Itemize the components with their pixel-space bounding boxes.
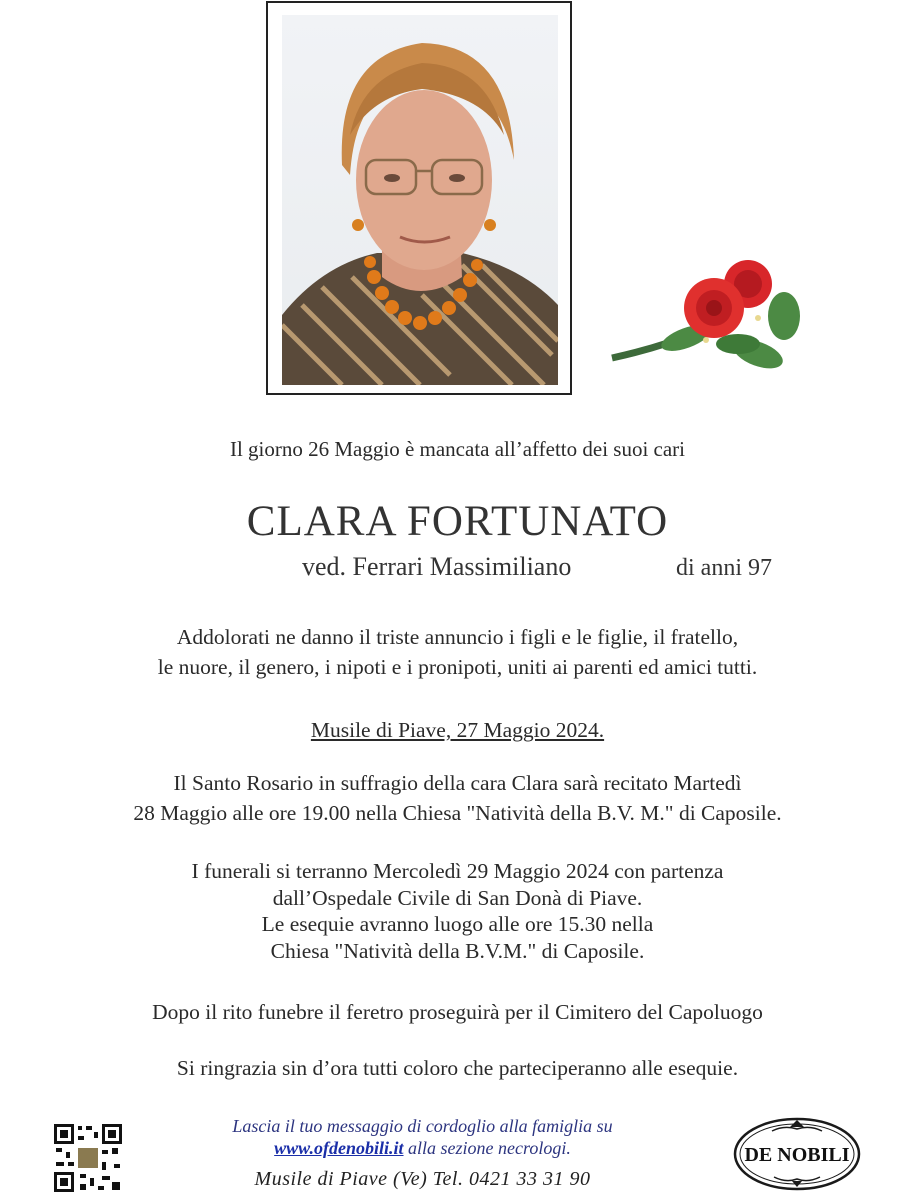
website-suffix: alla sezione necrologi. [403,1138,571,1158]
age: di anni 97 [676,555,772,581]
website-link[interactable]: www.ofdenobili.it [274,1138,404,1158]
rosary-line: 28 Maggio alle ore 19.00 nella Chiesa "Natività della B.V. M." di Caposile. [133,801,782,825]
de-nobili-logo [732,1115,862,1193]
rosary-line: Il Santo Rosario in suffragio della cara Clara sarà recitato Martedì [173,771,742,795]
contact-info: Musile di Piave (Ve) Tel. 0421 33 31 90 [254,1168,591,1190]
death-announcement-intro: Il giorno 26 Maggio è mancata all’affetto dei suoi cari [229,437,686,461]
website-line [180,1138,665,1159]
after-rite-text: Dopo il rito funebre il feretro proseguirà per il Cimitero del Capoluogo [152,1000,763,1024]
funeral-line: Chiesa "Natività della B.V.M." di Caposile. [270,938,645,963]
rosary-text [0,768,915,828]
funeral-line: Le esequie avranno luogo alle ore 15.30 nella [261,912,654,936]
portrait-photo [282,15,558,385]
funeral-text [0,858,915,964]
funeral-line: I funerali si terranno Mercoledì 29 Maggio 2024 con partenza [191,859,724,883]
place-date: Musile di Piave, 27 Maggio 2024. [310,718,605,742]
qr-code-icon[interactable] [52,1122,124,1194]
announcement-line: le nuore, il genero, i nipoti e i pronipoti, uniti ai parenti ed amici tutti. [157,655,758,679]
deceased-name: CLARA FORTUNATO [246,498,669,545]
thanks-text: Si ringrazia sin d’ora tutti coloro che parteciperanno alle esequie. [176,1056,739,1080]
red-roses-icon [608,258,800,374]
logo-text: DE NOBILI [744,1144,850,1166]
condolence-message: Lascia il tuo messaggio di cordoglio alla famiglia su [232,1116,613,1136]
portrait-frame [266,1,572,395]
announcement-text [0,622,915,682]
announcement-line: Addolorati ne danno il triste annuncio i figli e le figlie, il fratello, [176,625,739,649]
funeral-line: dall’Ospedale Civile di San Donà di Piave. [272,885,643,910]
widow-of: ved. Ferrari Massimiliano [302,552,572,581]
